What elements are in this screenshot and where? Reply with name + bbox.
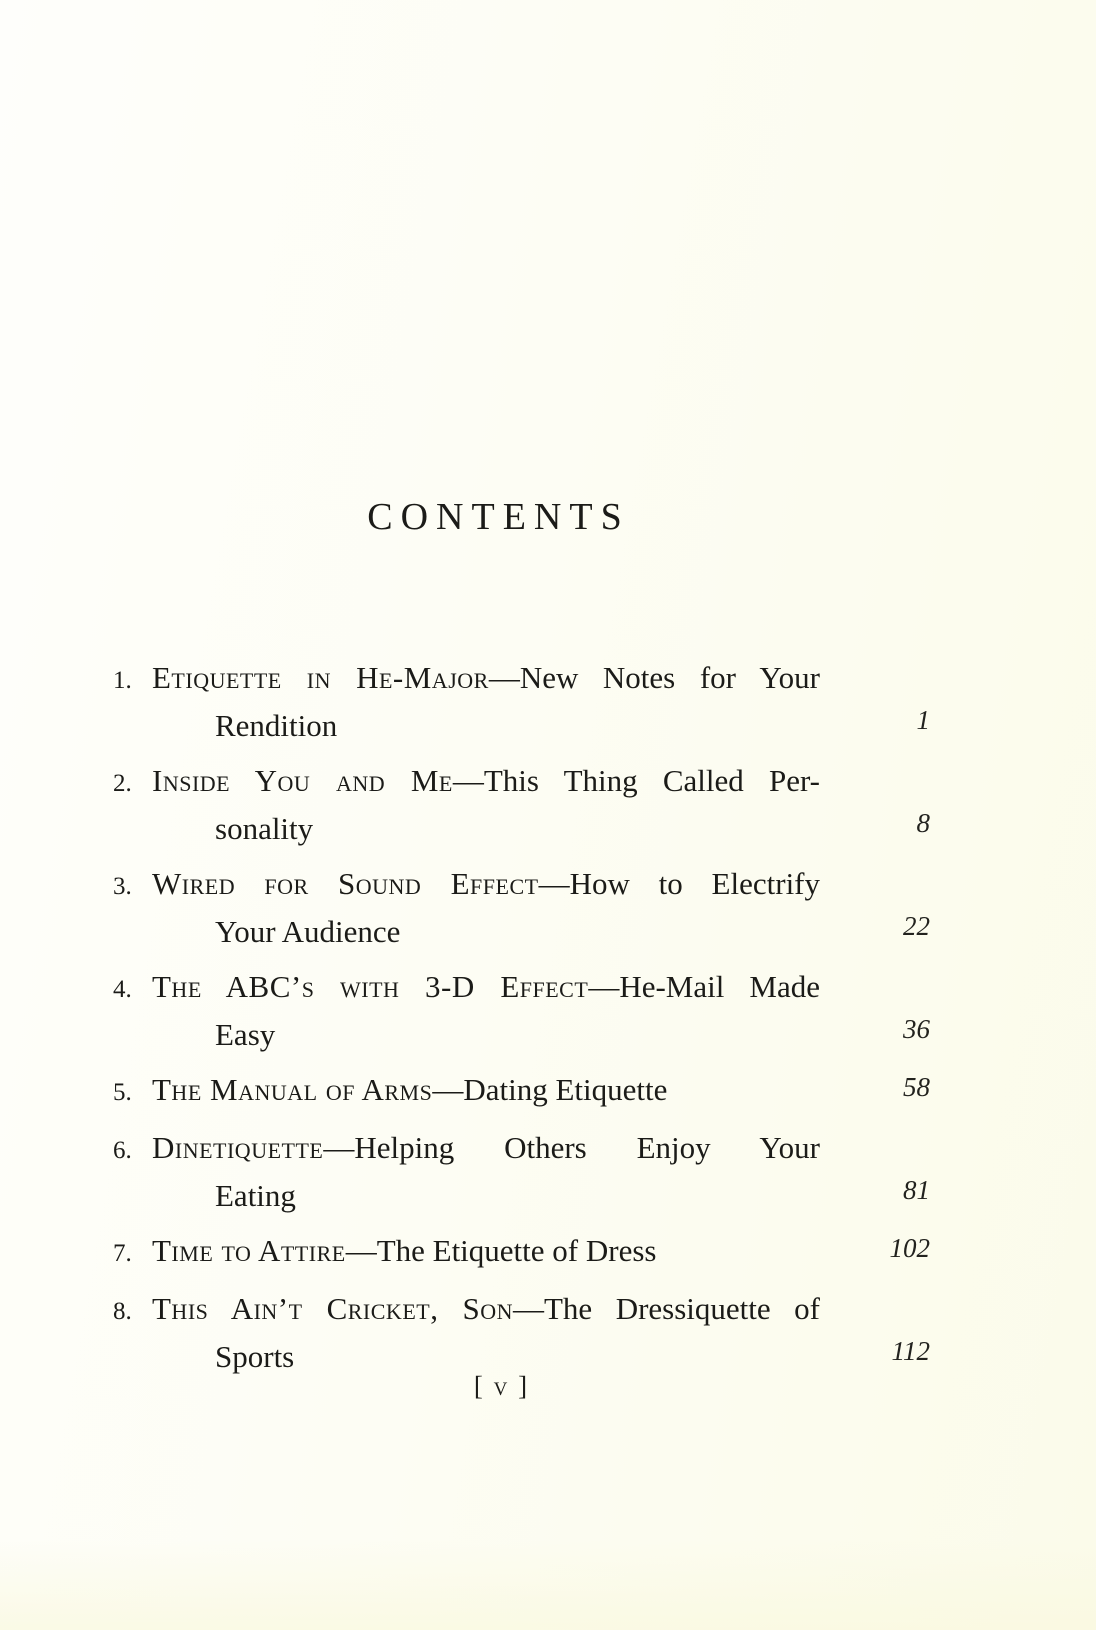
entry-number: 5. xyxy=(113,1079,132,1106)
entry-subtitle: —This Thing Called Per- xyxy=(452,763,820,798)
toc-entry xyxy=(113,1067,930,1115)
entry-page-number: 22 xyxy=(903,911,930,941)
page-content xyxy=(113,0,930,1402)
toc-entry xyxy=(113,758,930,851)
entry-page-number: 8 xyxy=(916,808,930,838)
entry-number: 7. xyxy=(113,1240,132,1267)
entry-line2: sonality xyxy=(215,811,314,846)
entry-page-number: 58 xyxy=(903,1072,930,1102)
entry-line1 xyxy=(113,655,820,703)
entry-subtitle: —The Dressiquette of xyxy=(512,1291,820,1326)
entry-subtitle: —New Notes for Your xyxy=(488,660,820,695)
folio-page-number: [ v ] xyxy=(473,1371,530,1401)
entry-text xyxy=(113,861,820,954)
entry-chapter-title: Etiquette in He-Major xyxy=(152,660,489,695)
entry-subtitle: —The Etiquette of Dress xyxy=(345,1233,657,1268)
entry-line1 xyxy=(113,1286,820,1334)
entry-line1 xyxy=(113,1067,820,1115)
entry-text xyxy=(113,1125,820,1218)
toc-entry xyxy=(113,1125,930,1218)
entry-number: 6. xyxy=(113,1137,132,1164)
entry-page-number: 112 xyxy=(891,1336,930,1366)
entry-text xyxy=(113,655,820,748)
entry-text xyxy=(113,1228,820,1276)
entry-text xyxy=(113,758,820,851)
entry-line2: Sports xyxy=(215,1339,295,1374)
table-of-contents xyxy=(113,655,930,1379)
entry-chapter-title: Inside You and Me xyxy=(152,763,453,798)
entry-page-number: 36 xyxy=(903,1014,930,1044)
entry-line1 xyxy=(113,861,820,909)
entry-chapter-title: The Manual of Arms xyxy=(152,1072,433,1107)
entry-line1 xyxy=(113,1228,820,1276)
toc-entry xyxy=(113,1286,930,1379)
entry-line2: Eating xyxy=(215,1178,296,1213)
entry-subtitle: —He-Mail Made xyxy=(588,969,821,1004)
entry-text xyxy=(113,1067,820,1115)
entry-line1 xyxy=(113,964,820,1012)
entry-subtitle: —Dating Etiquette xyxy=(432,1072,668,1107)
entry-chapter-title: Wired for Sound Effect xyxy=(152,866,539,901)
page-title: CONTENTS xyxy=(367,496,630,538)
entry-text xyxy=(113,964,820,1057)
entry-line2: Your Audience xyxy=(215,914,401,949)
entry-line1 xyxy=(113,1125,820,1173)
entry-number: 8. xyxy=(113,1298,132,1325)
entry-number: 3. xyxy=(113,873,132,900)
entry-number: 1. xyxy=(113,667,132,694)
entry-chapter-title: Time to Attire xyxy=(152,1233,346,1268)
toc-entry xyxy=(113,1228,930,1276)
entry-chapter-title: Dinetiquette xyxy=(152,1130,324,1165)
entry-chapter-title: The ABC’s with 3-D Effect xyxy=(152,969,589,1004)
entry-page-number: 1 xyxy=(916,705,930,735)
entry-subtitle: —How to Electrify xyxy=(538,866,821,901)
entry-number: 2. xyxy=(113,770,132,797)
entry-line2: Rendition xyxy=(215,708,338,743)
toc-entry xyxy=(113,861,930,954)
entry-chapter-title: This Ain’t Cricket, Son xyxy=(152,1291,513,1326)
toc-entry xyxy=(113,655,930,748)
toc-entry xyxy=(113,964,930,1057)
entry-line1 xyxy=(113,758,820,806)
entry-line2: Easy xyxy=(215,1017,276,1052)
entry-number: 4. xyxy=(113,976,132,1003)
entry-text xyxy=(113,1286,820,1379)
entry-page-number: 81 xyxy=(903,1175,930,1205)
entry-page-number: 102 xyxy=(889,1233,930,1263)
entry-subtitle: —Helping Others Enjoy Your xyxy=(323,1130,820,1165)
